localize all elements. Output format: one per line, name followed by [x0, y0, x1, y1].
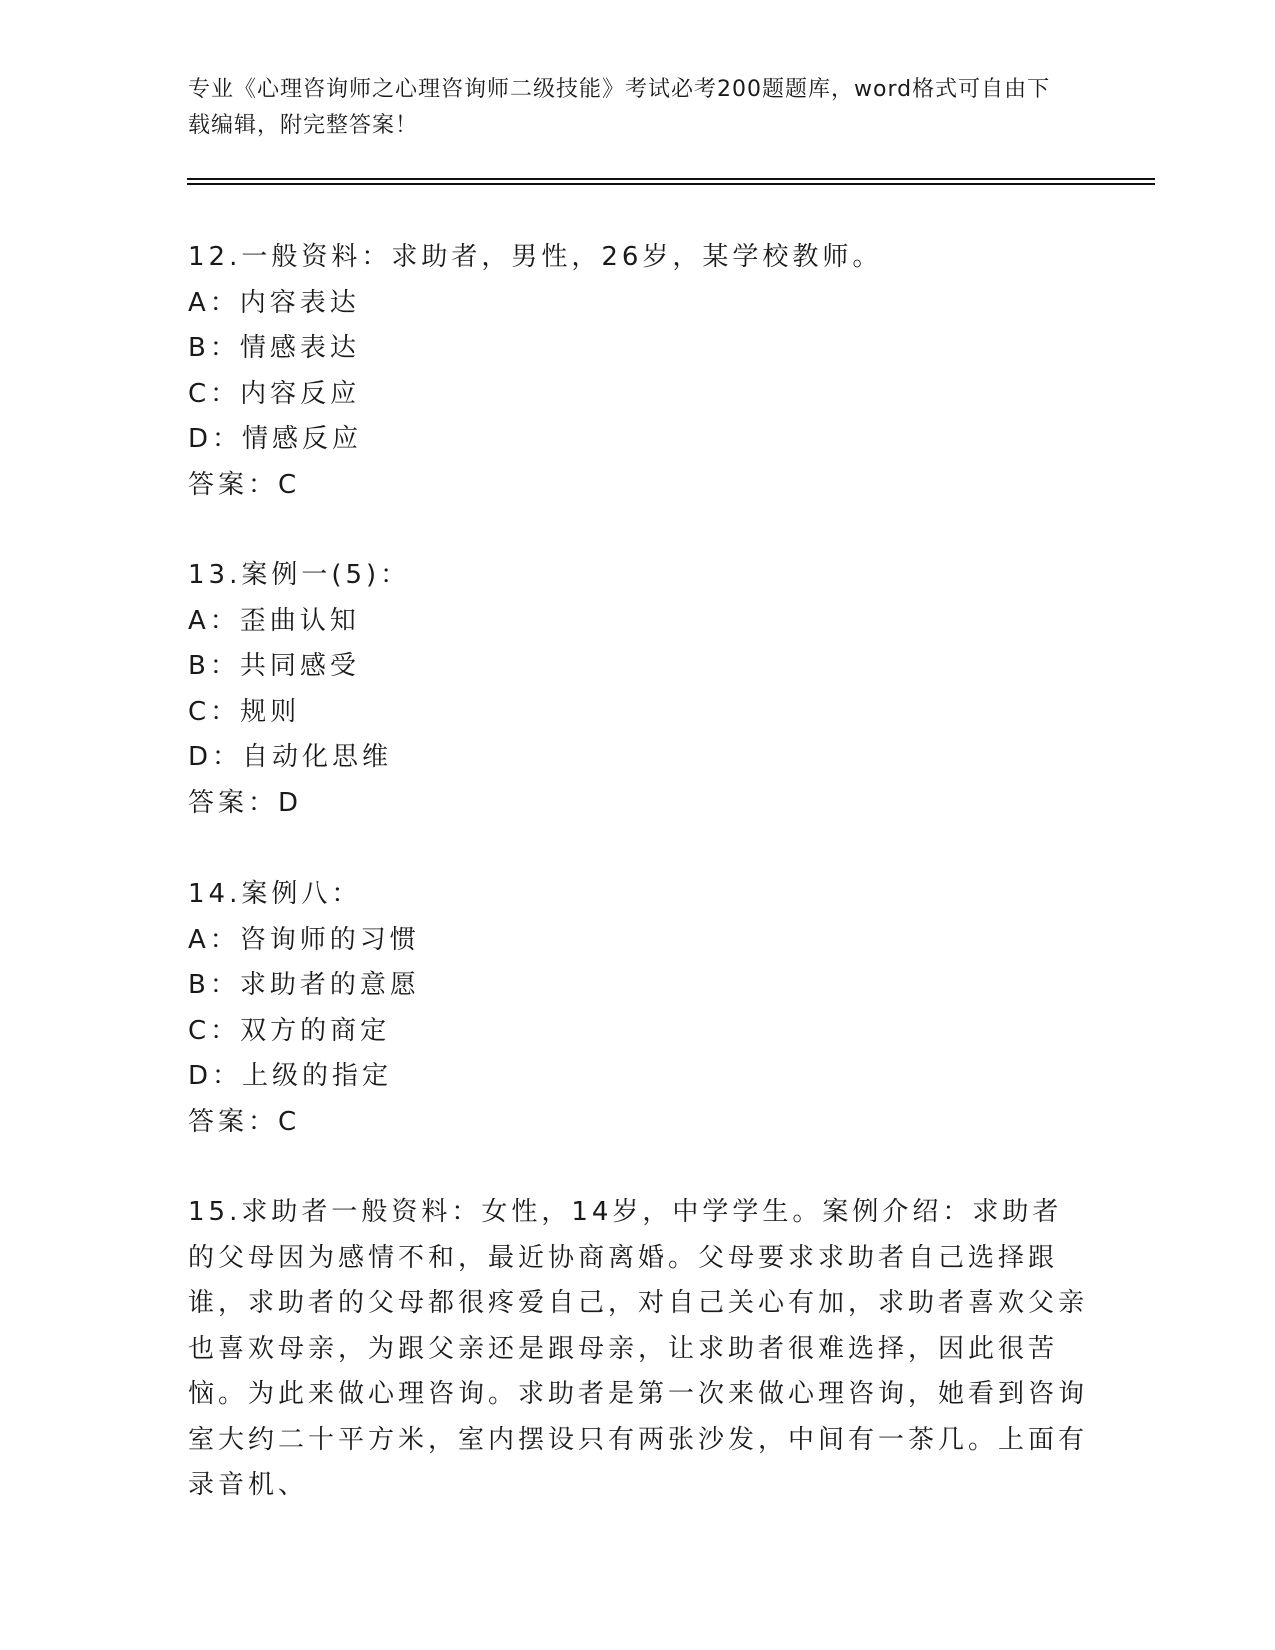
answer: 答案：C [188, 1106, 301, 1137]
question-stem: 13.案例一(5)： [188, 560, 411, 590]
option-d: D：上级的指定 [188, 1061, 393, 1091]
option-b: B：求助者的意愿 [188, 970, 420, 1000]
question-stem: 14.案例八： [188, 879, 362, 909]
question-stem: 15.求助者一般资料：女性，14岁，中学学生。案例介绍：求助者的父母因为感情不和，最近协商离婚。父母要求求助者自己选择跟谁，求助者的父母都很疼爱自己，对自己关心有加，求助者喜欢父亲也喜欢母亲，为跟父亲还是跟母亲，让求助者很难选择，因此很苦恼。为此来做心理咨询。求助者是第一次来做心理咨询，她看到咨询室大约二十平方米，室内摆设只有两张沙发，中间有一茶几。上面有录音机、 [188, 1197, 1089, 1500]
answer: 答案：C [188, 469, 301, 500]
question-stem: 12.一般资料：求助者，男性，26岁，某学校教师。 [188, 242, 883, 272]
header-divider-top [187, 178, 1155, 180]
option-c: C：内容反应 [188, 378, 361, 409]
option-c: C：规则 [188, 696, 301, 727]
option-a: A：歪曲认知 [188, 605, 360, 636]
option-c: C：双方的商定 [188, 1015, 391, 1046]
document-intro: 专业《心理咨询师之心理咨询师二级技能》考试必考200题题库，word格式可自由下载编辑，附完整答案！ [188, 77, 1051, 138]
option-d: D：自动化思维 [188, 742, 393, 772]
question-13 [188, 553, 1088, 826]
option-a: A：内容表达 [188, 287, 360, 318]
question-12 [188, 235, 1088, 508]
option-b: B：共同感受 [188, 651, 360, 681]
header-divider-bottom [187, 183, 1155, 185]
option-d: D：情感反应 [188, 424, 363, 454]
question-15 [188, 1190, 1088, 1509]
answer: 答案：D [188, 787, 303, 818]
option-b: B：情感表达 [188, 333, 360, 363]
option-a: A：咨询师的习惯 [188, 924, 420, 955]
question-14 [188, 872, 1088, 1145]
